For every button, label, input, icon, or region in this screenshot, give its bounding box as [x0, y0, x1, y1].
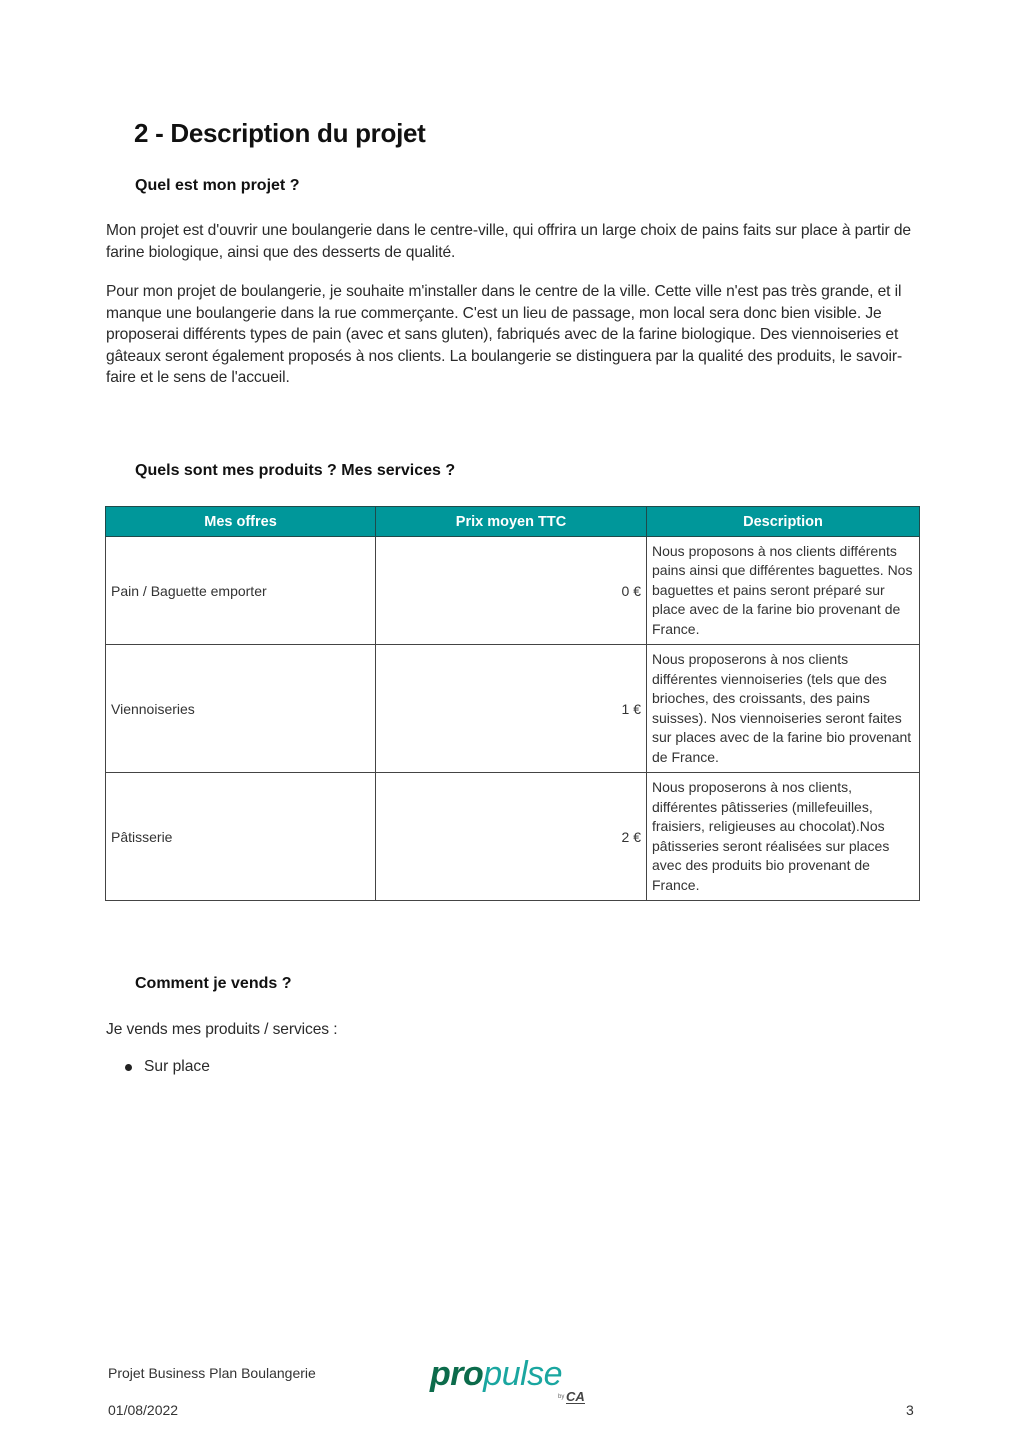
- project-paragraph-1: Mon projet est d'ouvrir une boulangerie dans le centre-ville, qui offrira un large choix de pains faits sur place à partir de farine biologique, ainsi que des desserts de qualité.: [106, 222, 911, 261]
- column-header-description: Description: [647, 507, 920, 537]
- list-item: [125, 1058, 210, 1076]
- section-heading-project: Quel est mon projet ?: [135, 177, 300, 194]
- offers-table: [105, 506, 920, 901]
- section-heading-products: Quels sont mes produits ? Mes services ?: [135, 462, 456, 479]
- description-cell: Nous proposerons à nos clients différentes viennoiseries (tels que des brioches, des croissants, des pains suisses). Nos viennoiseries seront faites sur places avec de la farine bio provenant de France.: [647, 645, 920, 773]
- bullet-icon: [125, 1064, 132, 1071]
- page-number: 3: [906, 1402, 914, 1418]
- price-cell: 0 €: [376, 537, 647, 645]
- column-header-offers: Mes offres: [106, 507, 376, 537]
- logo-by-text: by: [558, 1394, 565, 1400]
- price-cell: 2 €: [376, 773, 647, 901]
- section-heading-sales: Comment je vends ?: [135, 975, 292, 992]
- page-title: 2 - Description du projet: [134, 118, 426, 148]
- footer-document-name: Projet Business Plan Boulangerie: [108, 1365, 316, 1381]
- sales-channel-list: [125, 1058, 210, 1076]
- list-item-label: Sur place: [144, 1058, 210, 1075]
- description-cell: Nous proposerons à nos clients, différentes pâtisseries (millefeuilles, fraisiers, religieuses au chocolat).Nos pâtisseries seront réalisées sur places avec des produits bio provenant de France.: [647, 773, 920, 901]
- offer-cell: Viennoiseries: [106, 645, 376, 773]
- footer-date: 01/08/2022: [108, 1402, 179, 1418]
- table-row: [106, 773, 920, 901]
- table-row: [106, 645, 920, 773]
- offer-cell: Pain / Baguette emporter: [106, 537, 376, 645]
- table-header-row: [106, 507, 920, 537]
- project-paragraph-2: Pour mon projet de boulangerie, je souhaite m'installer dans le centre de la ville. Cette ville n'est pas très grande, et il manque une boulangerie dans la rue commerçante. C'est un lieu de passage, mon local sera donc bien visible. Je proposerai différents types de pain (avec et sans gluten), fabriqués avec de la farine biologique. Des viennoiseries et gâteaux seront également proposés à nos clients. La boulangerie se distinguera par la qualité des produits, le savoir-faire et le sens de l'accueil.: [106, 283, 903, 386]
- offer-cell: Pâtisserie: [106, 773, 376, 901]
- column-header-price: Prix moyen TTC: [376, 507, 647, 537]
- price-cell: 1 €: [376, 645, 647, 773]
- propulse-logo: [430, 1354, 595, 1414]
- logo-text-pulse: pulse: [483, 1355, 563, 1393]
- credit-agricole-icon: CA: [566, 1389, 585, 1404]
- sales-intro: Je vends mes produits / services :: [106, 1021, 338, 1038]
- description-cell: Nous proposons à nos clients différents pains ainsi que différentes baguettes. Nos baguettes et pains seront préparé sur place avec de la farine bio provenant de France.: [647, 537, 920, 645]
- logo-text-pro: pro: [430, 1355, 484, 1393]
- table-row: [106, 537, 920, 645]
